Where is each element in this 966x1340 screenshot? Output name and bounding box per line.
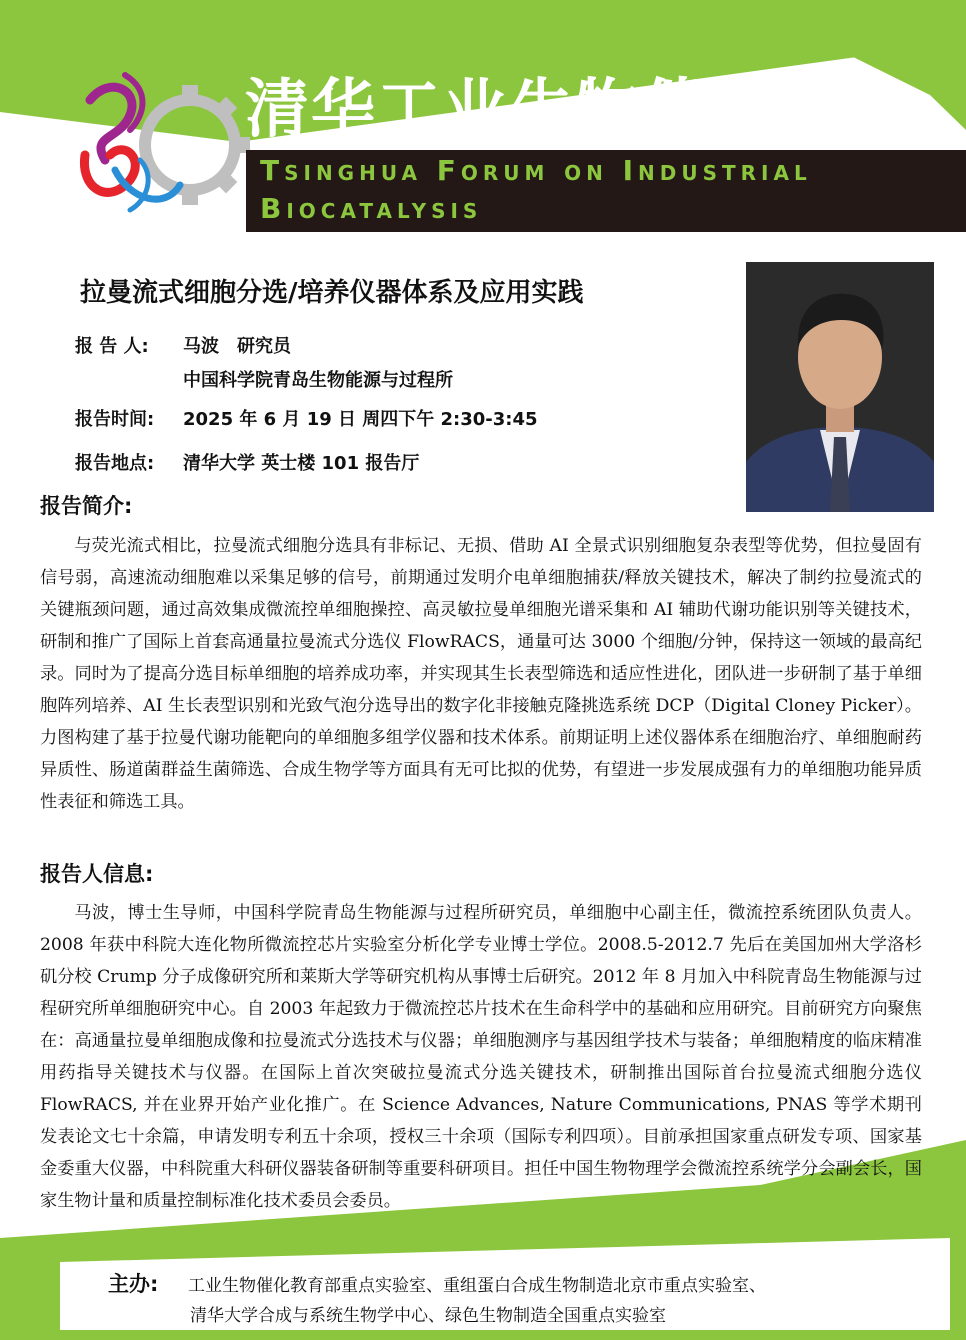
speaker-org: 中国科学院青岛生物能源与过程所 xyxy=(183,370,453,391)
talk-title: 拉曼流式细胞分选/培养仪器体系及应用实践 xyxy=(80,278,584,308)
abstract-text: 与荧光流式相比，拉曼流式细胞分选具有非标记、无损、借助 AI 全景式识别细胞复杂表型等优势，但拉曼固有信号弱，高速流动细胞难以采集足够的信号，前期通过发明介电单细胞捕获/释放关键技术，解决了制约拉曼流式的关键瓶颈问题，通过高效集成微流控单细胞操控、高灵敏拉曼单细胞光谱采集和 AI 辅助代谢功能识别等关键技术，研制和推广了国际上首套高通量拉曼流式分选仪 FlowRACS，通量可达 3000 个细胞/分钟，保持这一领域的最高纪录。同时为了提高分选目标单细胞的培养成功率，并实现其生长表型筛选和适应性进化，团队进一步研制了基于单细胞阵列培养、AI 生长表型识别和光致气泡分选导出的数字化非接触克隆挑选系统 DCP（Digital Cloney Picker）。力图构建了基于拉曼代谢功能靶向的单细胞多组学仪器和技术体系。前期证明上述仪器体系在细胞治疗、单细胞耐药异质性、肠道菌群益生菌筛选、合成生物学等方面具有无可比拟的优势，有望进一步发展成强有力的单细胞功能异质性表征和筛选工具。 xyxy=(40,536,922,812)
abstract-heading: 报告简介: xyxy=(40,494,133,518)
host-label: 主办: xyxy=(108,1272,159,1296)
forum-title-en-line1: Tsinghua Forum on Industrial xyxy=(260,154,812,187)
host-line-2: 清华大学合成与系统生物学中心、绿色生物制造全国重点实验室 xyxy=(190,1306,666,1326)
time-row xyxy=(75,405,538,431)
place-value: 清华大学 英士楼 101 报告厅 xyxy=(183,453,420,474)
forum-title-cn: 清华工业生物催化论坛 xyxy=(245,73,905,147)
place-label: 报告地点: xyxy=(75,453,155,474)
speaker-label: 报 告 人: xyxy=(75,336,149,357)
forum-title-en-line2: Biocatalysis xyxy=(260,192,483,225)
time-label: 报告时间: xyxy=(75,409,155,430)
bio-text: 马波，博士生导师，中国科学院青岛生物能源与过程所研究员，单细胞中心副主任，微流控系统团队负责人。2008 年获中科院大连化物所微流控芯片实验室分析化学专业博士学位。2008.5-2012.7 先后在美国加州大学洛杉矶分校 Crump 分子成像研究所和莱斯大学等研究机构从事博士后研究。2012 年 8 月加入中科院青岛生物能源与过程研究所单细胞研究中心。自 2003 年起致力于微流控芯片技术在生命科学中的基础和应用研究。目前研究方向聚焦在：高通量拉曼单细胞成像和拉曼流式分选技术与仪器；单细胞测序与基因组学技术与装备；单细胞精度的临床精准用药指导关键技术与仪器。在国际上首次突破拉曼流式分选关键技术，研制推出国际首台拉曼流式细胞分选仪 FlowRACS, 并在业界开始产业化推广。在 Science Advances, Nature Communications, PNAS 等学术期刊发表论文七十余篇，申请发明专利五十余项，授权三十余项（国际专利四项）。目前承担国家重点研发专项、国家基金委重大仪器，中科院重大科研仪器装备研制等重要科研项目。担任中国生物物理学会微流控系统学分会副会长，国家生物计量和质量控制标准化技术委员会委员。 xyxy=(40,903,922,1211)
time-value: 2025 年 6 月 19 日 周四下午 2:30-3:45 xyxy=(183,409,538,430)
place-row xyxy=(75,449,419,475)
forum-title-en-box xyxy=(246,150,966,232)
host-line-1: 工业生物催化教育部重点实验室、重组蛋白合成生物制造北京市重点实验室、 xyxy=(188,1276,766,1296)
forum-logo-icon xyxy=(70,60,260,230)
speaker-org-row xyxy=(75,366,453,392)
bio-heading: 报告人信息: xyxy=(40,862,154,886)
speaker-name: 马波 研究员 xyxy=(183,336,291,357)
speaker-photo xyxy=(746,262,934,512)
speaker-row xyxy=(75,332,291,358)
